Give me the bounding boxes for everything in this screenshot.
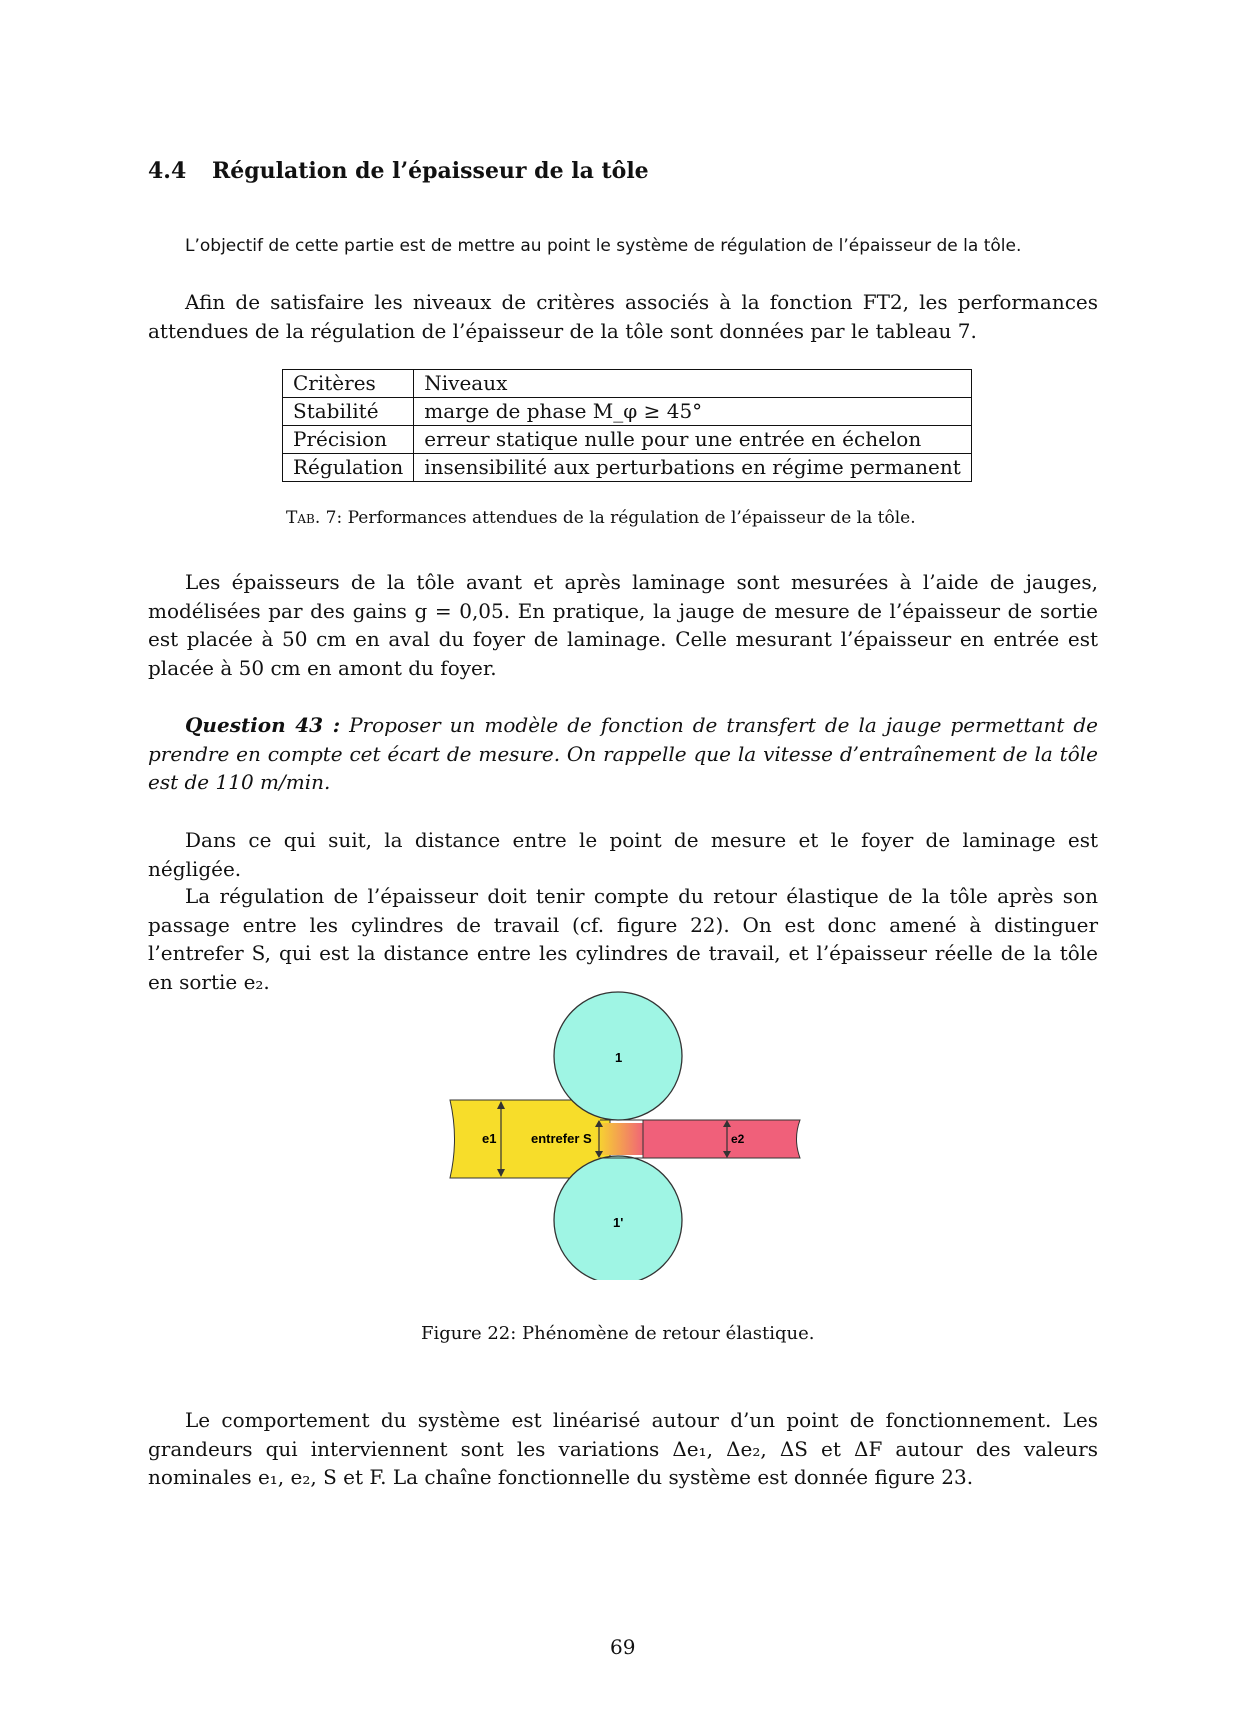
- table-caption-text: Performances attendues de la régulation de l’épaisseur de la tôle.: [347, 508, 916, 528]
- section-heading: [148, 158, 649, 184]
- table-row: [283, 426, 972, 454]
- table-cell-level: erreur statique nulle pour une entrée en échelon: [414, 426, 972, 454]
- sheet-gap: [595, 1123, 645, 1155]
- paragraph-gauges: [148, 568, 1098, 682]
- paragraph-assumption: [148, 826, 1098, 883]
- section-title: Régulation de l’épaisseur de la tôle: [212, 158, 649, 184]
- table-cell-level: insensibilité aux perturbations en régime permanent: [414, 454, 972, 482]
- roll-top-label: 1: [615, 1050, 623, 1065]
- question-43: [148, 711, 1098, 797]
- table-header-row: [283, 370, 972, 398]
- figure-caption-text: Phénomène de retour élastique.: [522, 1323, 815, 1344]
- objective-statement: L’objectif de cette partie est de mettre au point le système de régulation de l’épaisseur de la tôle.: [185, 236, 1022, 256]
- page-number: 69: [610, 1635, 636, 1659]
- table-header-cell: Niveaux: [414, 370, 972, 398]
- table-header-cell: Critères: [283, 370, 414, 398]
- paragraph-linearization: [148, 1406, 1098, 1492]
- e2-label: e2: [731, 1132, 745, 1146]
- table-caption: [286, 508, 916, 528]
- e1-label: e1: [482, 1131, 497, 1146]
- figure-caption: [421, 1323, 815, 1344]
- question-text: Proposer un modèle de fonction de transfert de la jauge permettant de prendre en compte cet écart de mesure. On rappelle que la vitesse d’entraînement de la tôle est de 110 m/min.: [148, 713, 1099, 794]
- figure-caption-label: Figure 22:: [421, 1323, 517, 1344]
- paragraph-elastic-return: [148, 882, 1098, 996]
- table-row: [283, 398, 972, 426]
- paragraph-gauges-text: Les épaisseurs de la tôle avant et après laminage sont mesurées à l’aide de jauges, modélisées par des gains g = 0,05. En pratique, la jauge de mesure de l’épaisseur de sortie est placée à 50 cm en aval du foyer de laminage. Celle mesurant l’épaisseur en entrée est placée à 50 cm en amont du foyer.: [148, 570, 1098, 680]
- table-cell-criterion: Régulation: [283, 454, 414, 482]
- gap-label: entrefer S: [531, 1131, 592, 1146]
- table-cell-criterion: Stabilité: [283, 398, 414, 426]
- paragraph-assumption-text: Dans ce qui suit, la distance entre le point de mesure et le foyer de laminage est négligée.: [148, 828, 1098, 881]
- paragraph-elastic-return-text: La régulation de l’épaisseur doit tenir compte du retour élastique de la tôle après son passage entre les cylindres de travail (cf. figure 22). On est donc amené à distinguer l’entrefer S, qui est la distance entre les cylindres de travail, et l’épaisseur réelle de la tôle en sortie e₂.: [148, 884, 1098, 994]
- sheet-exit: [643, 1120, 800, 1158]
- performance-table: [282, 369, 972, 482]
- roll-bottom-label: 1': [613, 1215, 624, 1230]
- paragraph-criteria-text: Afin de satisfaire les niveaux de critères associés à la fonction FT2, les performances attendues de la régulation de l’épaisseur de la tôle sont données par le tableau 7.: [148, 290, 1098, 343]
- table-caption-label: Tab. 7:: [286, 508, 343, 528]
- question-label: Question 43 :: [185, 713, 341, 737]
- figure-elastic-return: [445, 990, 805, 1280]
- section-number: 4.4: [148, 158, 187, 184]
- table-cell-criterion: Précision: [283, 426, 414, 454]
- table-row: [283, 454, 972, 482]
- paragraph-criteria: [148, 288, 1098, 345]
- table-cell-level: marge de phase M_φ ≥ 45°: [414, 398, 972, 426]
- paragraph-linearization-text: Le comportement du système est linéarisé autour d’un point de fonctionnement. Les grandeurs qui interviennent sont les variations Δe₁, Δe₂, ΔS et ΔF autour des valeurs nominales e₁, e₂, S et F. La chaîne fonctionnelle du système est donnée figure 23.: [148, 1408, 1098, 1489]
